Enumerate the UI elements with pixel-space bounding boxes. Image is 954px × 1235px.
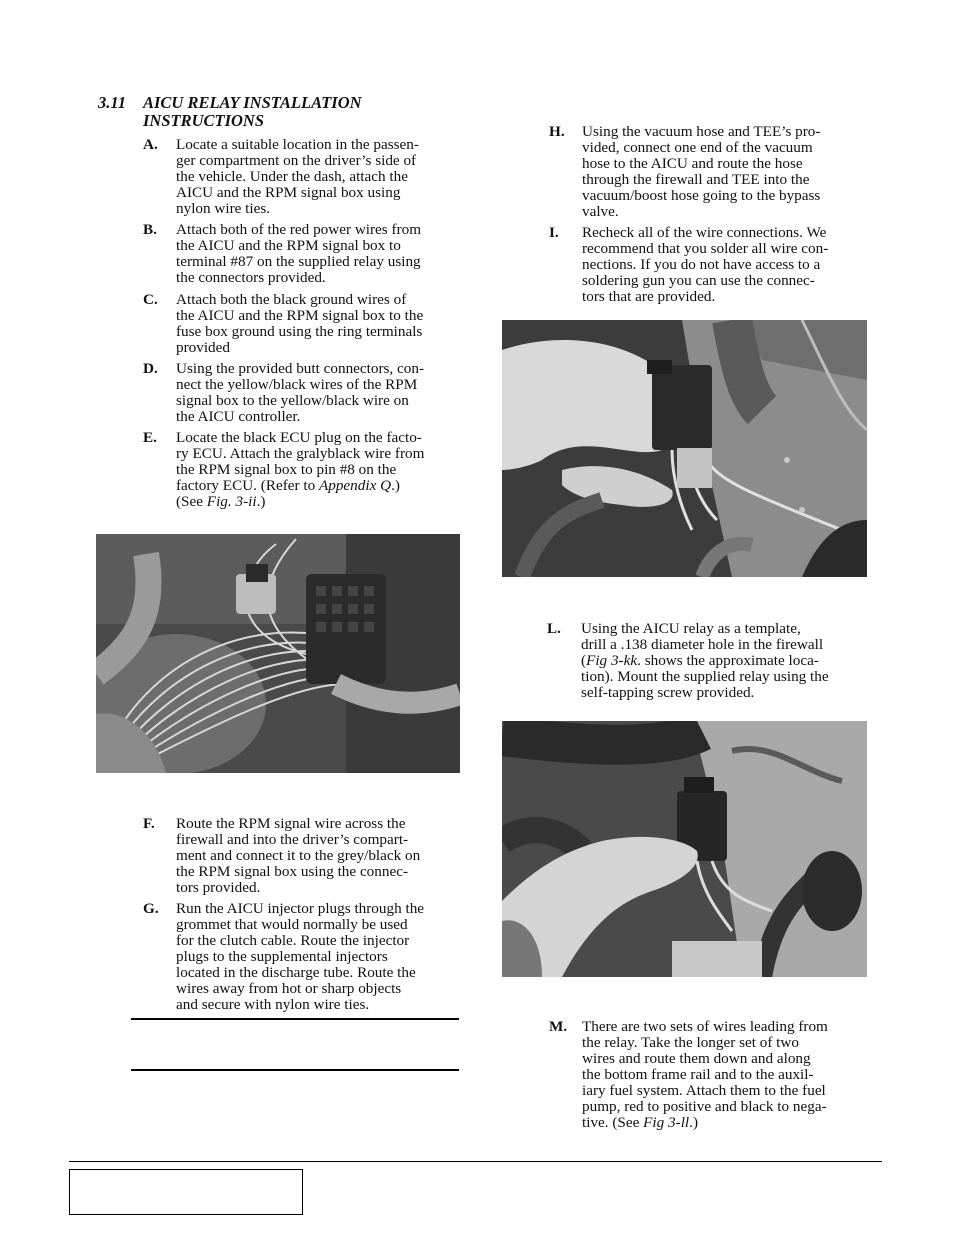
- step-line: There are two sets of wires leading from: [582, 1018, 828, 1035]
- step-letter: C.: [143, 291, 158, 308]
- step-line: tors that are provided.: [582, 288, 716, 305]
- step-line: [176, 478, 424, 494]
- step-letter: A.: [143, 136, 158, 153]
- step-line: nections. If you do not have access to a: [582, 256, 821, 273]
- section-number: 3.11: [98, 93, 126, 112]
- section-title-line2: INSTRUCTIONS: [143, 111, 265, 130]
- step-line: through the firewall and TEE into the: [582, 171, 810, 188]
- step-line: wires and route them down and along: [582, 1050, 811, 1067]
- step-line: firewall and into the driver’s compart-: [176, 831, 409, 848]
- photo-relay-in-hand: [502, 320, 867, 577]
- step-line: Route the RPM signal wire across the: [176, 815, 406, 832]
- step-line: and secure with nylon wire ties.: [176, 996, 370, 1013]
- step-line: ment and connect it to the grey/black on: [176, 847, 421, 864]
- footer-rule: [69, 1161, 882, 1162]
- step-line: Using the AICU relay as a template,: [581, 620, 801, 637]
- step-line: Attach both of the red power wires from: [176, 221, 422, 238]
- step-line: soldering gun you can use the connec-: [582, 272, 815, 289]
- figure-reference: Fig. 3-ii: [206, 493, 257, 510]
- section-heading: [98, 94, 362, 130]
- step-line: recommend that you solder all wire con-: [582, 240, 829, 257]
- step-line: the AICU and the RPM signal box to: [176, 237, 401, 254]
- text-run: . shows the approximate loca-: [637, 652, 819, 669]
- step-line: grommet that would normally be used: [176, 916, 408, 933]
- step-line: ry ECU. Attach the gralyblack wire from: [176, 445, 425, 462]
- step-line: Using the provided butt connectors, con-: [176, 360, 425, 377]
- step-line: ger compartment on the driver’s side of: [176, 152, 417, 169]
- step-line: Locate a suitable location in the passen-: [176, 136, 419, 153]
- step-line: nylon wire ties.: [176, 200, 271, 217]
- section-title-line1: AICU RELAY INSTALLATION: [143, 93, 362, 112]
- figure-reference: Fig 3-kk: [586, 652, 638, 669]
- step-line: terminal #87 on the supplied relay using: [176, 253, 421, 270]
- text-run: (: [581, 652, 587, 669]
- step-letter: L.: [547, 620, 561, 637]
- step-line: the vehicle. Under the dash, attach the: [176, 168, 408, 185]
- step-letter: I.: [549, 224, 559, 241]
- caption-rule-top: [131, 1018, 459, 1020]
- step-line: Attach both the black ground wires of: [176, 291, 407, 308]
- text-run: tive. (See: [582, 1114, 644, 1131]
- step-line: Recheck all of the wire connections. We: [582, 224, 827, 241]
- step-letter: M.: [549, 1018, 568, 1035]
- step-letter: D.: [143, 360, 158, 377]
- step-line: the connectors provided.: [176, 269, 326, 286]
- step-line: the relay. Take the longer set of two: [582, 1034, 799, 1051]
- photo-relay-mounted: [502, 721, 867, 977]
- step-line: the RPM signal box using the connec-: [176, 863, 409, 880]
- step-line: located in the discharge tube. Route the: [176, 964, 416, 981]
- step-line: the RPM signal box to pin #8 on the: [176, 461, 397, 478]
- step-line: AICU and the RPM signal box using: [176, 184, 401, 201]
- text-run: factory ECU. (Refer to: [176, 477, 319, 494]
- step-line: the bottom frame rail and to the auxil-: [582, 1066, 814, 1083]
- step-letter: G.: [143, 900, 159, 917]
- caption-rule-bottom: [131, 1069, 459, 1071]
- step-line: Run the AICU injector plugs through the: [176, 900, 425, 917]
- step-line: valve.: [582, 203, 619, 220]
- text-run: .): [391, 477, 400, 494]
- step-line: drill a .138 diameter hole in the firewall: [581, 636, 824, 653]
- step-line: signal box to the yellow/black wire on: [176, 392, 409, 409]
- step-line: [176, 494, 424, 510]
- appendix-reference: Appendix Q: [318, 477, 392, 494]
- footer-box: [69, 1169, 303, 1215]
- step-line: tors provided.: [176, 879, 261, 896]
- step-line: plugs to the supplemental injectors: [176, 948, 388, 965]
- step-line: wires away from hot or sharp objects: [176, 980, 402, 997]
- step-line: provided: [176, 339, 230, 356]
- text-run: .): [689, 1114, 698, 1131]
- step-line: the AICU controller.: [176, 408, 301, 425]
- step-line: iary fuel system. Attach them to the fuel: [582, 1082, 826, 1099]
- photo-ecu-plug: [96, 534, 460, 773]
- text-run: .): [256, 493, 266, 510]
- step-line: for the clutch cable. Route the injector: [176, 932, 410, 949]
- text-run: (See: [176, 493, 207, 510]
- step-line: Locate the black ECU plug on the facto-: [176, 429, 422, 446]
- step-letter: E.: [143, 429, 157, 446]
- step-line: vacuum/boost hose going to the bypass: [582, 187, 821, 204]
- step-letter: F.: [143, 815, 155, 832]
- step-line: tion). Mount the supplied relay using the: [581, 668, 829, 685]
- step-line: hose to the AICU and route the hose: [582, 155, 803, 172]
- step-line: the AICU and the RPM signal box to the: [176, 307, 424, 324]
- step-line: [581, 653, 829, 669]
- step-line: vided, connect one end of the vacuum: [582, 139, 813, 156]
- step-line: self-tapping screw provided.: [581, 684, 755, 701]
- step-line: [582, 1115, 828, 1131]
- step-line: Using the vacuum hose and TEE’s pro-: [582, 123, 821, 140]
- step-line: fuse box ground using the ring terminals: [176, 323, 423, 340]
- step-line: nect the yellow/black wires of the RPM: [176, 376, 418, 393]
- step-line: pump, red to positive and black to nega-: [582, 1098, 827, 1115]
- figure-reference: Fig 3-ll: [643, 1114, 690, 1131]
- step-letter: B.: [143, 221, 157, 238]
- step-letter: H.: [549, 123, 565, 140]
